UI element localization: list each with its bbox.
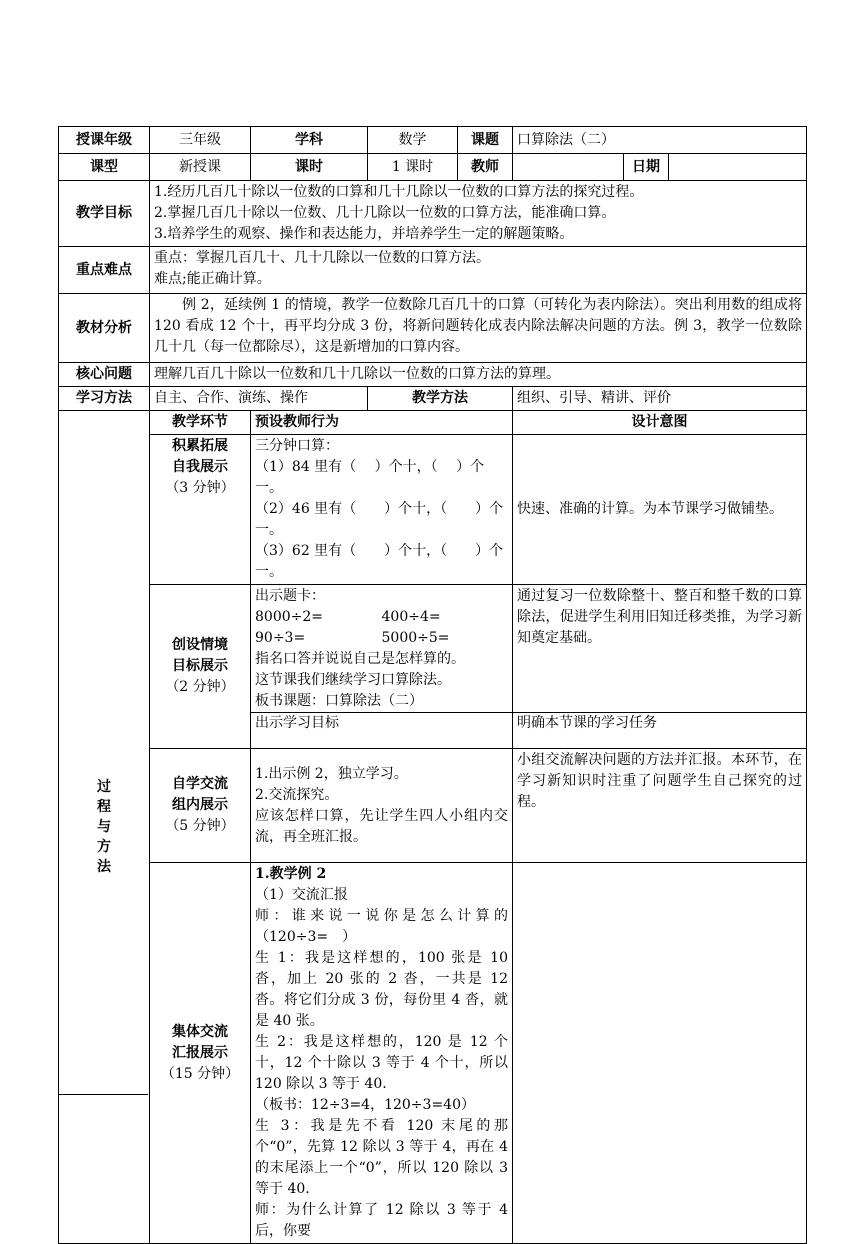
learn-method-value: 自主、合作、演练、操作: [150, 387, 368, 411]
stage-1-intent: 快速、准确的计算。为本节课学习做铺垫。: [513, 435, 807, 585]
objectives-content: [150, 181, 807, 247]
learn-method-label: 学习方法: [59, 387, 150, 411]
calc-item: 5000÷5=: [381, 630, 450, 646]
page-cut-line: [58, 1094, 148, 1095]
stage-4-intent: [513, 863, 807, 1244]
lesson-plan-table: [58, 126, 807, 1244]
process-header-row: [59, 411, 807, 435]
key-point-line: 重点：掌握几百几十、几十几除以一位数的口算方法。: [154, 250, 490, 266]
objectives-label: 教学目标: [59, 181, 150, 247]
col-teacher-header: 预设教师行为: [251, 411, 513, 435]
objective-line: 1.经历几百几十除以一位数的口算和几十几除以一位数的口算方法的探究过程。: [154, 184, 644, 200]
stage-2-intent: 通过复习一位数除整十、整百和整千数的口算除法，促进学生利用旧知迁移类推，为学习新知奠定基础。 明确本节课的学习任务: [513, 585, 807, 749]
topic-label: 课题: [458, 127, 513, 154]
stage-1-teacher: 三分钟口算： （1）84 里有（ ）个十，（ ）个一。 （2）46 里有（ ）个十，（ ）个一。 （3）62 里有（ ）个十，（ ）个一。: [251, 435, 513, 585]
key-points-content: [150, 247, 807, 294]
stage-3-name: 自学交流 组内展示 （5 分钟）: [150, 749, 251, 863]
difficulty-line: 难点;能正确计算。: [154, 271, 271, 287]
process-label: 过 程 与 方 法: [59, 411, 150, 1244]
key-points-row: [59, 247, 807, 294]
stage-4-row: [59, 863, 807, 1244]
stage-2-name: 创设情境 目标展示 （2 分钟）: [150, 585, 251, 749]
subject-value: 数学: [368, 127, 458, 154]
analysis-label: 教材分析: [59, 294, 150, 363]
objectives-row: [59, 181, 807, 247]
type-value: 新授课: [150, 154, 251, 181]
date-label: 日期: [624, 154, 669, 181]
teach-method-label: 教学方法: [368, 387, 513, 411]
teach-method-value: 组织、引导、精讲、评价: [513, 387, 807, 411]
objective-line: 2.掌握几百几十除以一位数、几十几除以一位数的口算方法，能准确口算。: [154, 205, 616, 221]
teacher-value: [513, 154, 624, 181]
stage-1-row: [59, 435, 807, 585]
methods-row: [59, 387, 807, 411]
calc-item: 8000÷2=: [255, 609, 323, 625]
analysis-row: [59, 294, 807, 363]
header-row-1: [59, 127, 807, 154]
teacher-label: 教师: [458, 154, 513, 181]
grade-value: 三年级: [150, 127, 251, 154]
stage-1-name: 积累拓展 自我展示 （3 分钟）: [150, 435, 251, 585]
stage-2-row: [59, 585, 807, 749]
hours-label: 课时: [251, 154, 368, 181]
col-stage-header: 教学环节: [150, 411, 251, 435]
stage-4-name: 集体交流 汇报展示 （15 分钟）: [150, 863, 251, 1244]
grade-label: 授课年级: [59, 127, 150, 154]
col-intent-header: 设计意图: [513, 411, 807, 435]
header-row-2: [59, 154, 807, 181]
core-text: 理解几百几十除以一位数和几十几除以一位数的口算方法的算理。: [150, 363, 807, 387]
type-label: 课型: [59, 154, 150, 181]
objective-line: 3.培养学生的观察、操作和表达能力，并培养学生一定的解题策略。: [154, 226, 574, 242]
hours-value: 1 课时: [368, 154, 458, 181]
date-value: [669, 154, 807, 181]
stage-3-intent: 小组交流解决问题的方法并汇报。本环节，在学习新知识时注重了问题学生自己探究的过程。: [513, 749, 807, 863]
calc-item: 90÷3=: [255, 630, 306, 646]
stage-2-teacher: 出示题卡： 8000÷2= 400÷4= 90÷3= 5000÷5= 指名口答并说说自己是怎样算的。 这节课我们继续学习口算除法。 板书课题：口算除法（二） 出示学习目标: [251, 585, 513, 749]
stage-3-row: [59, 749, 807, 863]
goal-line: 出示学习目标: [251, 712, 512, 734]
calc-item: 400÷4=: [381, 609, 441, 625]
core-label: 核心问题: [59, 363, 150, 387]
stage-3-teacher: 1.出示例 2，独立学习。 2.交流探究。 应该怎样口算，先让学生四人小组内交流，再全班汇报。: [251, 749, 513, 863]
key-points-label: 重点难点: [59, 247, 150, 294]
analysis-text: 例 2，延续例 1 的情境，教学一位数除几百几十的口算（可转化为表内除法）。突出利用数的组成将 120 看成 12 个十，再平均分成 3 份，将新问题转化成表内除法解决问题的方法。例 3，教学一位数除几十几（每一位都除尽），这是新增加的口算内容。: [150, 294, 807, 363]
topic-value: 口算除法（二）: [513, 127, 807, 154]
core-row: [59, 363, 807, 387]
subject-label: 学科: [251, 127, 368, 154]
stage-4-teacher: 1.教学例 2 （1）交流汇报 师：谁来说一说你是怎么计算的（120÷3= ） 生 1：我是这样想的，100 张是 10 沓，加上 20 张的 2 沓，一共是 12 沓。将它们分成 3 份，每份里 4 沓，就是 40 张。 生 2：我是这样想的，120 是 12 个十，12 个十除以 3 等于 4 个十，所以 120 除以 3 等于 40. （板书：12÷3=4，120÷3=40） 生 3：我是先不看 120 末尾的那个“0”，先算 12 除以 3 等于 4，再在 4 的末尾添上一个“0”，所以 120 除以 3 等于 40. 师：为什么计算了 12 除以 3 等于 4 后，你要: [251, 863, 513, 1244]
